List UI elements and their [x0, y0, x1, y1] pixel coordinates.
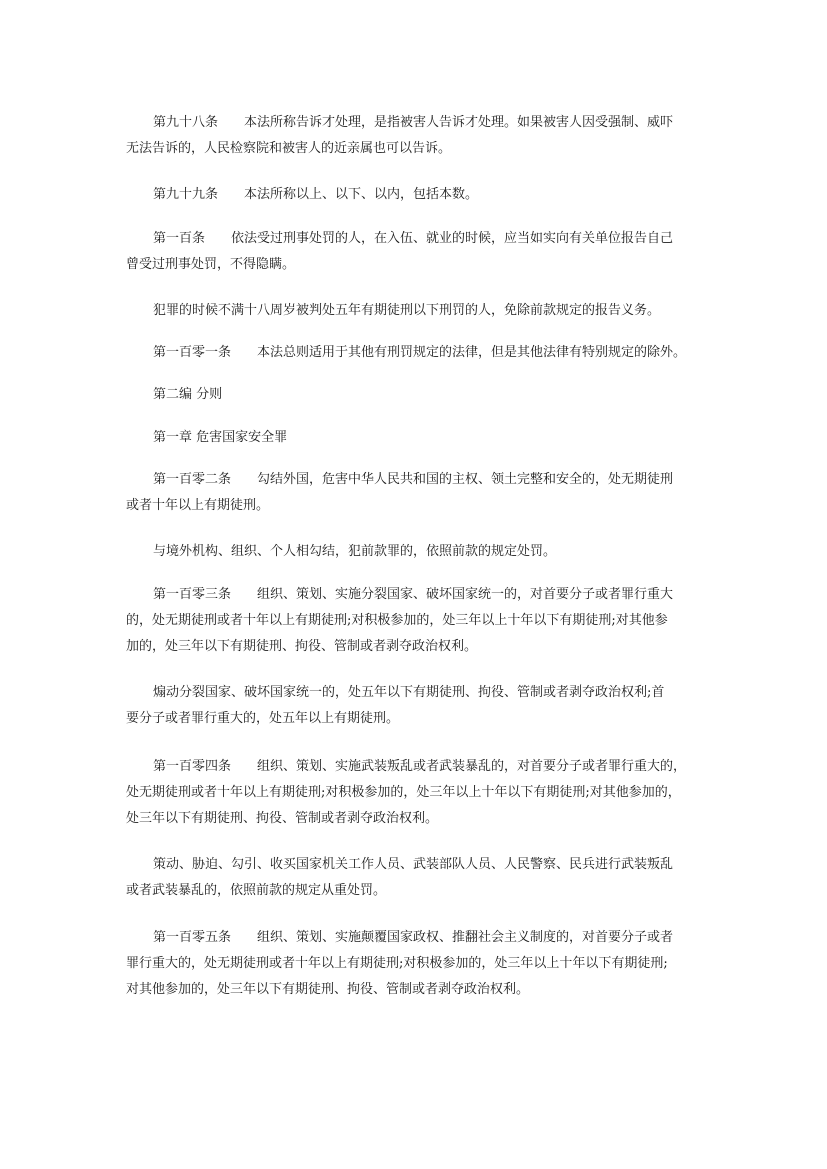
paragraph-instigation	[126, 852, 706, 904]
part-title: 第二编 分则	[153, 387, 223, 402]
paragraph-text: 组织、策划、实施颠覆国家政权、推翻社会主义制度的，对首要分子或者	[257, 930, 674, 945]
chapter-title: 第一章 危害国家安全罪	[153, 430, 288, 445]
chapter-heading	[126, 425, 706, 451]
article-number: 第九十九条	[153, 187, 219, 202]
paragraph-text: 无法告诉的，人民检察院和被害人的近亲属也可以告诉。	[126, 141, 452, 156]
paragraph-text: 要分子或者罪行重大的，处五年以上有期徒刑。	[126, 711, 400, 726]
paragraph-text: 对其他参加的，处三年以下有期徒刑、拘役、管制或者剥夺政治权利。	[126, 982, 530, 997]
paragraph-incitement	[126, 680, 706, 732]
paragraph-text: 本法所称告诉才处理，是指被害人告诉才处理。如果被害人因受强制、威吓	[244, 115, 674, 130]
paragraph-text: 与境外机构、组织、个人相勾结，犯前款罪的，依照前款的规定处罚。	[153, 544, 557, 559]
paragraph-text: 组织、策划、实施武装叛乱或者武装暴乱的，对首要分子或者罪行重大的，	[257, 759, 687, 774]
paragraph-text: 犯罪的时候不满十八周岁被判处五年有期徒刑以下刑罚的人，免除前款规定的报告义务。	[153, 303, 661, 318]
paragraph-text: 依法受过刑事处罚的人，在入伍、就业的时候，应当如实向有关单位报告自己	[231, 231, 674, 246]
paragraph-text: 处无期徒刑或者十年以上有期徒刑;对积极参加的，处三年以上十年以下有期徒刑;对其他参加的，	[126, 785, 681, 800]
article-number: 第一百零一条	[153, 345, 232, 360]
paragraph-article-101	[126, 340, 706, 366]
paragraph-text: 处三年以下有期徒刑、拘役、管制或者剥夺政治权利。	[126, 811, 439, 826]
article-number: 第一百零二条	[153, 472, 232, 487]
part-heading	[126, 382, 706, 408]
paragraph-collusion	[126, 539, 706, 565]
paragraph-text: 或者武装暴乱的，依照前款的规定从重处罚。	[126, 883, 387, 898]
paragraph-article-105	[126, 925, 706, 1003]
paragraph-article-99	[126, 182, 706, 208]
paragraph-text: 加的，处三年以下有期徒刑、拘役、管制或者剥夺政治权利。	[126, 639, 478, 654]
paragraph-text: 组织、策划、实施分裂国家、破坏国家统一的，对首要分子或者罪行重大	[257, 587, 674, 602]
paragraph-text: 的，处无期徒刑或者十年以上有期徒刑;对积极参加的，处三年以上十年以下有期徒刑;对其他参	[126, 613, 668, 628]
article-number: 第一百零五条	[153, 930, 232, 945]
paragraph-text: 罪行重大的，处无期徒刑或者十年以上有期徒刑;对积极参加的，处三年以上十年以下有期徒刑;	[126, 956, 668, 971]
paragraph-article-100	[126, 226, 706, 278]
paragraph-article-102	[126, 467, 706, 519]
paragraph-exemption	[126, 298, 706, 324]
paragraph-article-104	[126, 754, 706, 832]
article-number: 第一百零三条	[153, 587, 232, 602]
paragraph-text: 本法所称以上、以下、以内，包括本数。	[244, 187, 479, 202]
paragraph-article-98	[126, 110, 706, 162]
article-number: 第一百零四条	[153, 759, 232, 774]
paragraph-text: 策动、胁迫、勾引、收买国家机关工作人员、武装部队人员、人民警察、民兵进行武装叛乱	[153, 857, 674, 872]
article-number: 第九十八条	[153, 115, 219, 130]
paragraph-text: 煽动分裂国家、破坏国家统一的，处五年以下有期徒刑、拘役、管制或者剥夺政治权利;首	[153, 685, 665, 700]
paragraph-text: 或者十年以上有期徒刑。	[126, 498, 270, 513]
paragraph-text: 曾受过刑事处罚，不得隐瞒。	[126, 257, 296, 272]
article-number: 第一百条	[153, 231, 206, 246]
paragraph-article-103	[126, 582, 706, 660]
paragraph-text: 本法总则适用于其他有刑罚规定的法律，但是其他法律有特别规定的除外。	[257, 345, 687, 360]
paragraph-text: 勾结外国，危害中华人民共和国的主权、领土完整和安全的，处无期徒刑	[257, 472, 674, 487]
